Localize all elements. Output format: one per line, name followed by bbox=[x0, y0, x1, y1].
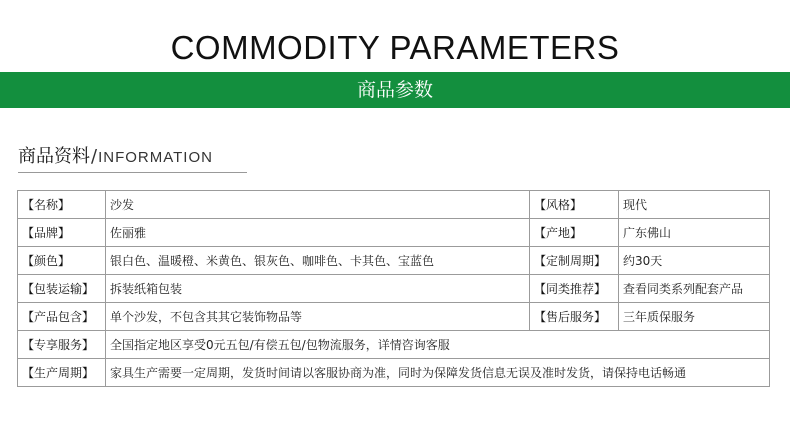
section-heading bbox=[18, 144, 247, 173]
param-label: 【专享服务】 bbox=[18, 331, 106, 359]
params-table bbox=[17, 190, 770, 387]
page-title-en: COMMODITY PARAMETERS bbox=[170, 29, 620, 66]
param-label: 【产品包含】 bbox=[18, 303, 106, 331]
param-label: 【颜色】 bbox=[18, 247, 106, 275]
table-row bbox=[18, 191, 770, 219]
param-label: 【售后服务】 bbox=[530, 303, 619, 331]
param-value: 家具生产需要一定周期，发货时间请以客服协商为准，同时为保障发货信息无误及准时发货，请保持电话畅通 bbox=[106, 359, 770, 387]
section-slash: / bbox=[91, 146, 98, 167]
param-label: 【名称】 bbox=[18, 191, 106, 219]
param-value: 查看同类系列配套产品 bbox=[619, 275, 770, 303]
table-row bbox=[18, 359, 770, 387]
table-row bbox=[18, 331, 770, 359]
param-value: 约30天 bbox=[619, 247, 770, 275]
banner-title: 商品参数 bbox=[356, 79, 433, 101]
param-value: 现代 bbox=[619, 191, 770, 219]
table-row bbox=[18, 219, 770, 247]
param-label: 【同类推荐】 bbox=[530, 275, 619, 303]
section-title-en: INFORMATION bbox=[98, 149, 213, 166]
param-value: 拆装纸箱包装 bbox=[106, 275, 530, 303]
param-value: 沙发 bbox=[106, 191, 530, 219]
section-banner bbox=[0, 72, 790, 108]
table-row bbox=[18, 275, 770, 303]
section-title-cn: 商品资料 bbox=[18, 146, 90, 167]
param-label: 【风格】 bbox=[530, 191, 619, 219]
param-value: 全国指定地区享受0元五包/有偿五包/包物流服务，详情咨询客服 bbox=[106, 331, 770, 359]
table-row bbox=[18, 247, 770, 275]
table-row bbox=[18, 303, 770, 331]
param-value: 三年质保服务 bbox=[619, 303, 770, 331]
param-label: 【品牌】 bbox=[18, 219, 106, 247]
param-label: 【定制周期】 bbox=[530, 247, 619, 275]
param-label: 【产地】 bbox=[530, 219, 619, 247]
param-value: 银白色、温暖橙、米黄色、银灰色、咖啡色、卡其色、宝蓝色 bbox=[106, 247, 530, 275]
param-label: 【生产周期】 bbox=[18, 359, 106, 387]
param-value: 单个沙发，不包含其其它装饰物品等 bbox=[106, 303, 530, 331]
param-label: 【包装运输】 bbox=[18, 275, 106, 303]
param-value: 广东佛山 bbox=[619, 219, 770, 247]
param-value: 佐丽雅 bbox=[106, 219, 530, 247]
